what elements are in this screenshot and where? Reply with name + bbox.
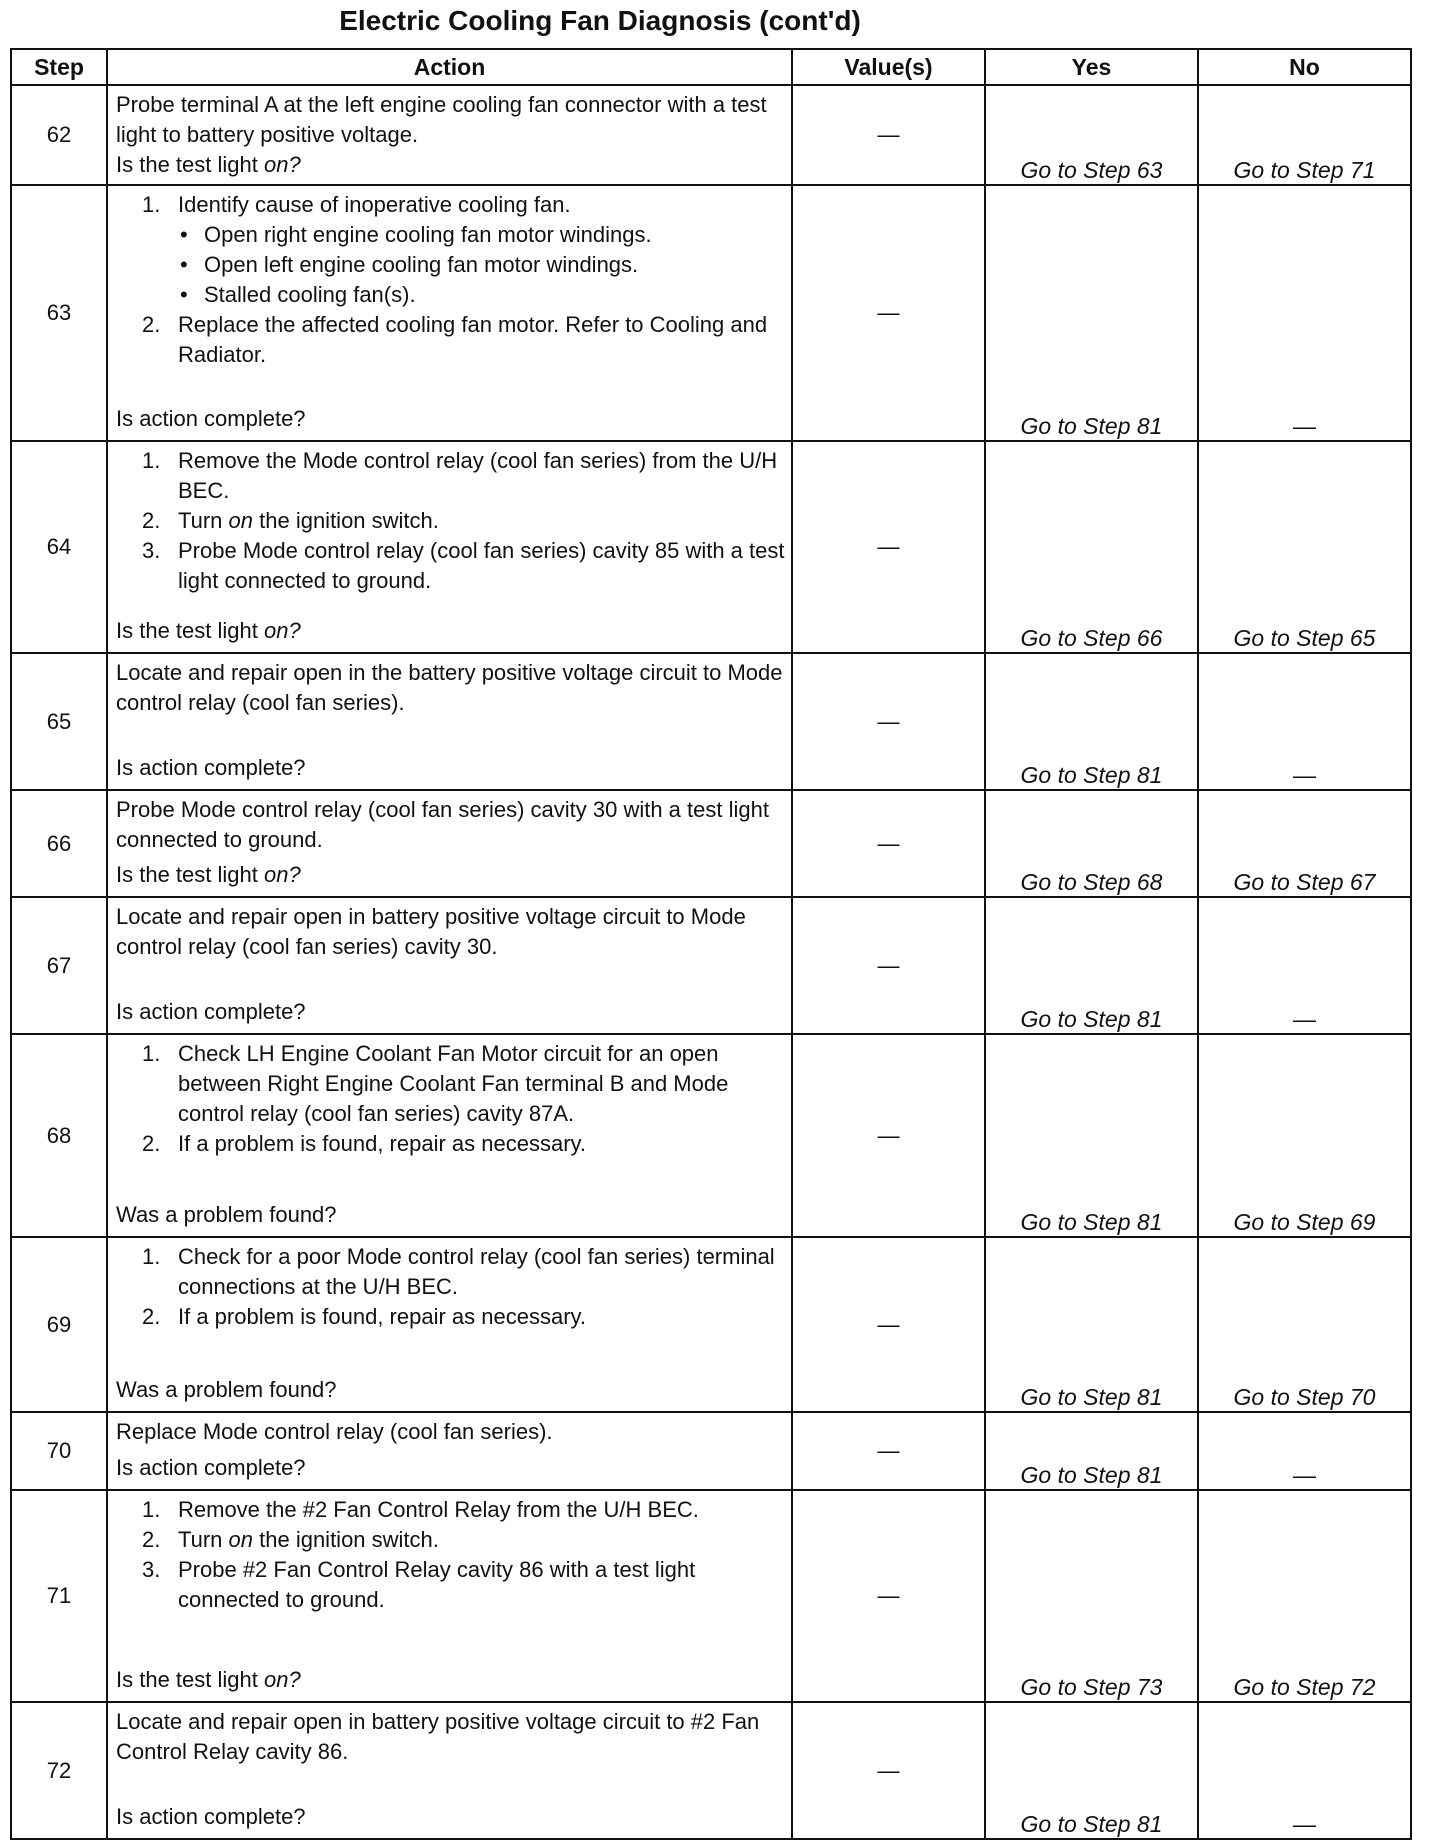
yes-cell: Go to Step 81 <box>985 185 1198 441</box>
action-cell <box>107 653 792 790</box>
table-row <box>11 653 1411 790</box>
step-number: 69 <box>11 1237 107 1412</box>
action-text: Probe Mode control relay (cool fan series) cavity 30 with a test light connected to ground. <box>116 797 769 852</box>
header-yes: Yes <box>985 49 1198 85</box>
action-text: Locate and repair open in battery positive voltage circuit to Mode control relay (cool fan series) cavity 30. <box>116 904 746 959</box>
numbered-step: 2. If a problem is found, repair as necessary. <box>142 1131 587 1156</box>
value-cell: — <box>792 1490 985 1702</box>
table-row <box>11 1237 1411 1412</box>
action-text: Locate and repair open in battery positive voltage circuit to #2 Fan Control Relay cavity 86. <box>116 1709 760 1764</box>
value-cell: — <box>792 441 985 653</box>
table-row <box>11 441 1411 653</box>
no-cell: — <box>1198 1702 1411 1839</box>
numbered-step: 1. Check LH Engine Coolant Fan Motor circuit for an open between Right Engine Coolant Fan terminal B and Mode control relay (cool fan series) cavity 87A. <box>142 1041 729 1126</box>
step-number: 70 <box>11 1412 107 1490</box>
action-cell <box>107 790 792 897</box>
header-values: Value(s) <box>792 49 985 85</box>
header-no: No <box>1198 49 1411 85</box>
yes-cell: Go to Step 66 <box>985 441 1198 653</box>
action-question: Is the test light on? <box>116 1667 301 1692</box>
action-question: Is action complete? <box>116 755 306 780</box>
no-cell: Go to Step 72 <box>1198 1490 1411 1702</box>
step-number: 63 <box>11 185 107 441</box>
action-cell <box>107 441 792 653</box>
value-cell: — <box>792 1412 985 1490</box>
table-row <box>11 790 1411 897</box>
action-question: Was a problem found? <box>116 1202 337 1227</box>
table-row <box>11 1034 1411 1237</box>
numbered-step: 2. Turn on the ignition switch. <box>142 508 439 533</box>
numbered-step: 3. Probe Mode control relay (cool fan series) cavity 85 with a test light connected to ground. <box>142 538 785 593</box>
numbered-step: 2. Replace the affected cooling fan motor. Refer to Cooling and Radiator. <box>142 312 768 367</box>
no-cell: Go to Step 71 <box>1198 85 1411 185</box>
action-text: Probe terminal A at the left engine cooling fan connector with a test light to battery positive voltage. <box>116 92 767 147</box>
no-cell: Go to Step 70 <box>1198 1237 1411 1412</box>
yes-cell: Go to Step 68 <box>985 790 1198 897</box>
bullet-item: • Open left engine cooling fan motor windings. <box>180 252 639 277</box>
step-number: 71 <box>11 1490 107 1702</box>
step-number: 66 <box>11 790 107 897</box>
action-question: Is action complete? <box>116 1804 306 1829</box>
step-number: 67 <box>11 897 107 1034</box>
action-cell <box>107 1034 792 1237</box>
value-cell: — <box>792 897 985 1034</box>
numbered-step: 1. Remove the Mode control relay (cool fan series) from the U/H BEC. <box>142 448 778 503</box>
numbered-step: 1. Identify cause of inoperative cooling fan. <box>142 192 571 217</box>
bullet-item: • Stalled cooling fan(s). <box>180 282 416 307</box>
step-number: 62 <box>11 85 107 185</box>
action-question: Is the test light on? <box>116 862 301 887</box>
action-text: Replace Mode control relay (cool fan series). <box>116 1419 553 1444</box>
page-title: Electric Cooling Fan Diagnosis (cont'd) <box>339 5 861 36</box>
yes-cell: Go to Step 81 <box>985 653 1198 790</box>
action-question: Is action complete? <box>116 1455 306 1480</box>
numbered-step: 3. Probe #2 Fan Control Relay cavity 86 with a test light connected to ground. <box>142 1557 696 1612</box>
action-cell <box>107 1412 792 1490</box>
action-cell <box>107 897 792 1034</box>
header-step: Step <box>11 49 107 85</box>
value-cell: — <box>792 1034 985 1237</box>
yes-cell: Go to Step 73 <box>985 1490 1198 1702</box>
table-row <box>11 1702 1411 1839</box>
table-row <box>11 897 1411 1034</box>
step-number: 64 <box>11 441 107 653</box>
value-cell: — <box>792 1237 985 1412</box>
action-cell <box>107 1490 792 1702</box>
yes-cell: Go to Step 63 <box>985 85 1198 185</box>
table-row <box>11 185 1411 441</box>
action-cell <box>107 1702 792 1839</box>
numbered-step: 1. Check for a poor Mode control relay (cool fan series) terminal connections at the U/H BEC. <box>142 1244 775 1299</box>
numbered-step: 1. Remove the #2 Fan Control Relay from the U/H BEC. <box>142 1497 699 1522</box>
value-cell: — <box>792 790 985 897</box>
table-row <box>11 85 1411 185</box>
step-number: 68 <box>11 1034 107 1237</box>
value-cell: — <box>792 85 985 185</box>
numbered-step: 2. If a problem is found, repair as necessary. <box>142 1304 587 1329</box>
action-question: Is action complete? <box>116 406 306 431</box>
action-question: Is the test light on? <box>116 618 301 643</box>
step-number: 72 <box>11 1702 107 1839</box>
header-action: Action <box>107 49 792 85</box>
value-cell: — <box>792 653 985 790</box>
yes-cell: Go to Step 81 <box>985 1702 1198 1839</box>
yes-cell: Go to Step 81 <box>985 1412 1198 1490</box>
header-row <box>11 49 1411 85</box>
no-cell: Go to Step 69 <box>1198 1034 1411 1237</box>
action-cell <box>107 85 792 185</box>
no-cell: — <box>1198 1412 1411 1490</box>
action-cell <box>107 185 792 441</box>
table-row <box>11 1490 1411 1702</box>
yes-cell: Go to Step 81 <box>985 1237 1198 1412</box>
no-cell: — <box>1198 897 1411 1034</box>
action-question: Is the test light on? <box>116 152 301 177</box>
action-cell <box>107 1237 792 1412</box>
no-cell: — <box>1198 653 1411 790</box>
yes-cell: Go to Step 81 <box>985 1034 1198 1237</box>
bullet-item: • Open right engine cooling fan motor windings. <box>180 222 652 247</box>
action-question: Was a problem found? <box>116 1377 337 1402</box>
no-cell: — <box>1198 185 1411 441</box>
step-number: 65 <box>11 653 107 790</box>
numbered-step: 2. Turn on the ignition switch. <box>142 1527 439 1552</box>
no-cell: Go to Step 67 <box>1198 790 1411 897</box>
action-question: Is action complete? <box>116 999 306 1024</box>
value-cell: — <box>792 185 985 441</box>
value-cell: — <box>792 1702 985 1839</box>
action-text: Locate and repair open in the battery positive voltage circuit to Mode control relay (cool fan series). <box>116 660 783 715</box>
no-cell: Go to Step 65 <box>1198 441 1411 653</box>
diagnosis-table <box>10 48 1412 1840</box>
yes-cell: Go to Step 81 <box>985 897 1198 1034</box>
table-row <box>11 1412 1411 1490</box>
